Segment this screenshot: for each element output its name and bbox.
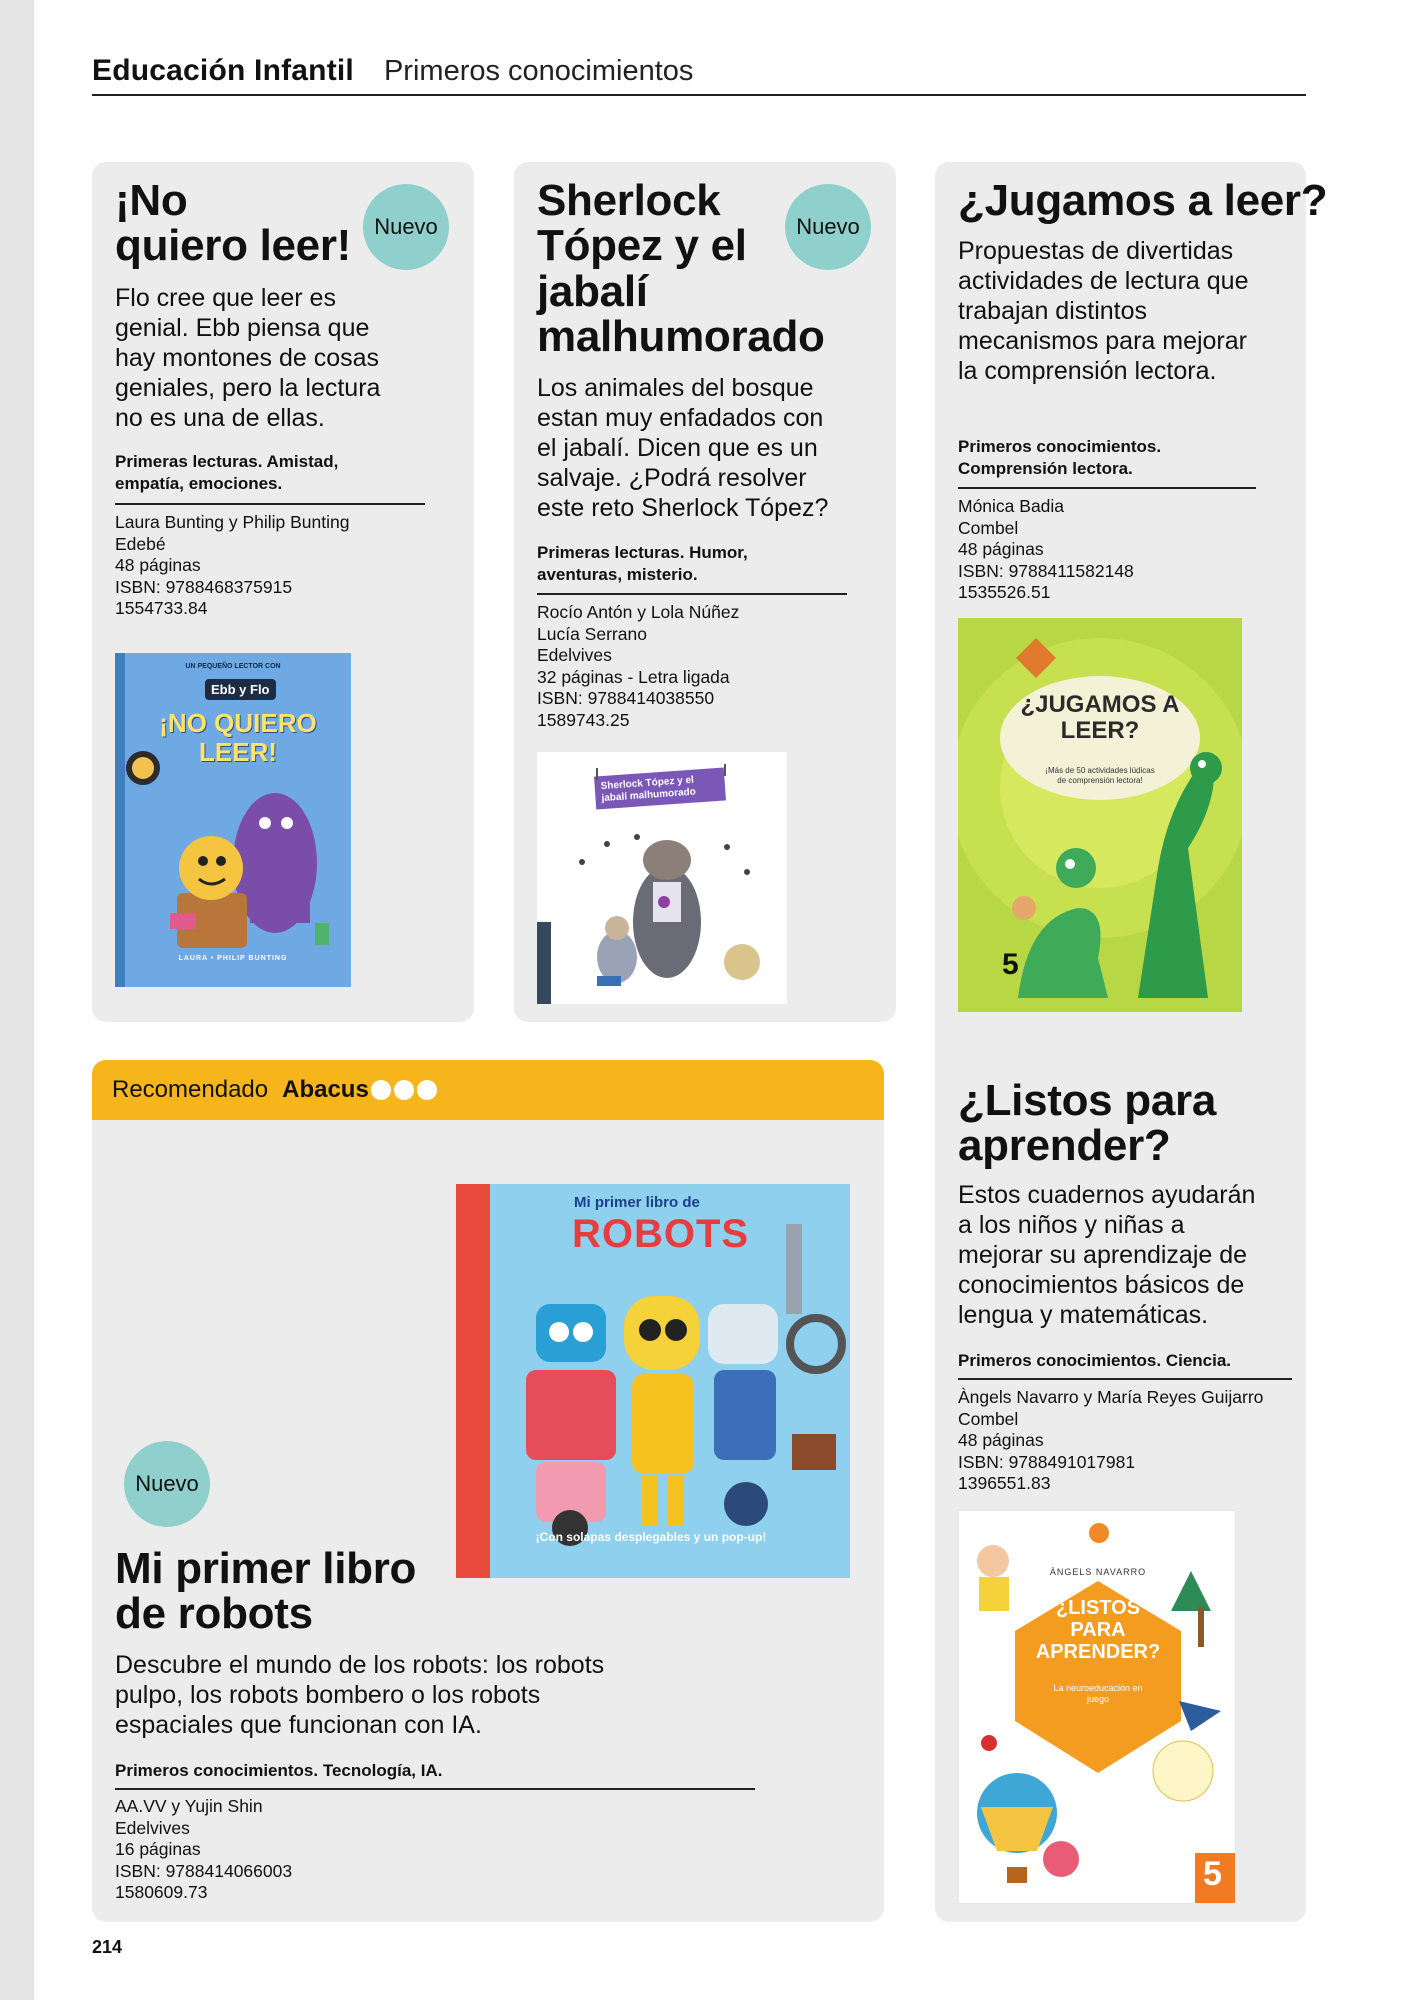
cover-top-text: UN PEQUEÑO LECTOR CON bbox=[185, 663, 281, 670]
book-title: ¿Jugamos a leer? bbox=[958, 176, 1328, 225]
book-meta bbox=[958, 1387, 1263, 1495]
book-pages: 48 páginas bbox=[958, 539, 1044, 560]
book-meta bbox=[115, 512, 349, 620]
cover-title: ¡NO QUIERO LEER! bbox=[159, 708, 317, 767]
divider bbox=[115, 503, 425, 505]
recommended-brand: Abacus bbox=[282, 1076, 369, 1103]
book-description: Propuestas de divertidas actividades de lectura que trabajan distintos mecanismos para mejorar la comprensión lectora. bbox=[958, 237, 1249, 385]
divider bbox=[115, 1788, 755, 1790]
book-authors: Laura Bunting y Philip Bunting bbox=[115, 512, 350, 532]
divider bbox=[537, 593, 847, 595]
book-tags: Primeros conocimientos. Comprensión lectora. bbox=[958, 437, 1162, 479]
book-title bbox=[115, 1546, 416, 1637]
book-isbn: ISBN: 9788414066003 bbox=[115, 1860, 293, 1881]
book-description: Estos cuadernos ayudarán a los niños y niñas a mejorar su aprendizaje de conocimientos básicos de lengua y matemáticas. bbox=[958, 1181, 1256, 1329]
book-code: 1580609.73 bbox=[115, 1882, 208, 1903]
book-publisher: Combel bbox=[958, 517, 1019, 538]
cover-title: ¿LISTOS PARA APRENDER? bbox=[1035, 1597, 1161, 1663]
cover-sign: Sherlock Tópez y el jabalí malhumorado bbox=[594, 768, 726, 810]
book-code: 1554733.84 bbox=[115, 598, 208, 619]
book-isbn: ISBN: 9788411582148 bbox=[958, 560, 1134, 581]
book-tags: Primeras lecturas. Humor, aventuras, misterio. bbox=[537, 543, 748, 585]
cover-title: ¿JUGAMOS A LEER? bbox=[1020, 691, 1180, 745]
book-description: Descubre el mundo de los robots: los robots pulpo, los robots bombero o los robots espaciales que funcionan con IA. bbox=[115, 1651, 605, 1739]
book-code: 1589743.25 bbox=[537, 709, 630, 730]
book-title-line: aprender? bbox=[958, 1121, 1171, 1171]
book-pages: 16 páginas bbox=[115, 1839, 201, 1860]
book-authors: Rocío Antón y Lola Núñez bbox=[537, 602, 740, 622]
book-description: Flo cree que leer es genial. Ebb piensa que hay montones de cosas geniales, pero la lectura no es una de ellas. bbox=[115, 284, 381, 432]
cover-age: 5 bbox=[1203, 1855, 1222, 1893]
cover-bottom-text: LAURA • PHILIP BUNTING bbox=[178, 955, 288, 962]
book-publisher: Combel bbox=[958, 1408, 1019, 1429]
book-title-line: ¡No bbox=[115, 176, 188, 225]
page-number: 214 bbox=[92, 1937, 123, 1957]
book-authors: Àngels Navarro y María Reyes Guijarro bbox=[958, 1387, 1264, 1407]
book-code: 1396551.83 bbox=[958, 1473, 1051, 1494]
book-code: 1535526.51 bbox=[958, 582, 1051, 603]
new-badge: Nuevo bbox=[363, 184, 449, 270]
new-badge: Nuevo bbox=[124, 1441, 210, 1527]
cover-series-label: Ebb y Flo bbox=[205, 679, 276, 700]
book-title-line: Mi primer libro bbox=[115, 1544, 417, 1593]
book-publisher: Edelvives bbox=[537, 645, 612, 666]
cover-bottom-text: ¡Con solapas desplegables y un pop-up! bbox=[535, 1530, 767, 1544]
book-pages: 48 páginas bbox=[958, 1430, 1044, 1451]
book-isbn: ISBN: 9788414038550 bbox=[537, 688, 715, 709]
cover-illustration bbox=[958, 618, 1242, 1012]
book-cover-no-quiero-leer bbox=[115, 653, 351, 987]
book-authors: AA.VV y Yujin Shin bbox=[115, 1796, 263, 1816]
cover-title-small: Mi primer libro de bbox=[574, 1194, 700, 1211]
book-illustrator: Lucía Serrano bbox=[537, 623, 647, 644]
book-meta bbox=[537, 602, 739, 731]
book-isbn: ISBN: 9788491017981 bbox=[958, 1451, 1136, 1472]
recommended-label: Recomendado bbox=[112, 1076, 269, 1103]
divider bbox=[958, 487, 1256, 489]
book-cover-jugamos-a-leer bbox=[958, 618, 1242, 1012]
book-title bbox=[958, 1078, 1216, 1169]
cover-age: 5 bbox=[1002, 948, 1019, 981]
book-pages: 32 páginas - Letra ligada bbox=[537, 666, 730, 687]
book-tags: Primeros conocimientos. Tecnología, IA. bbox=[115, 1761, 443, 1780]
cover-illustration bbox=[456, 1184, 850, 1578]
book-publisher: Edebé bbox=[115, 533, 166, 554]
book-publisher: Edelvives bbox=[115, 1817, 190, 1838]
cover-subtitle: La neuroeducación en juego bbox=[1053, 1683, 1143, 1704]
book-authors: Mónica Badia bbox=[958, 496, 1065, 516]
book-title-line: quiero leer! bbox=[115, 221, 352, 271]
book-title-line: de robots bbox=[115, 1589, 313, 1639]
book-tags: Primeras lecturas. Amistad, empatía, emociones. bbox=[115, 452, 339, 494]
cover-title-big: ROBOTS bbox=[572, 1212, 750, 1256]
cover-author: ÀNGELS NAVARRO bbox=[1049, 1567, 1147, 1577]
book-pages: 48 páginas bbox=[115, 555, 201, 576]
book-tags: Primeros conocimientos. Ciencia. bbox=[958, 1351, 1232, 1370]
new-badge: Nuevo bbox=[785, 184, 871, 270]
subsection-title: Primeros conocimientos bbox=[383, 55, 694, 87]
book-description: Los animales del bosque estan muy enfadados con el jabalí. Dicen que es un salvaje. ¿Podrá resolver este reto Sherlock Tópez? bbox=[537, 374, 829, 522]
book-title-line: ¿Listos para bbox=[958, 1076, 1217, 1125]
recommended-banner bbox=[92, 1060, 884, 1120]
brand-dots-icon bbox=[371, 1080, 440, 1100]
book-title bbox=[115, 178, 351, 269]
book-cover-listos-para-aprender bbox=[958, 1510, 1236, 1904]
section-title: Educación Infantil bbox=[92, 54, 354, 87]
book-isbn: ISBN: 9788468375915 bbox=[115, 576, 293, 597]
cover-subtitle: ¡Más de 50 actividades lúdicas de comprensión lectora! bbox=[1045, 766, 1155, 785]
page-edge-strip bbox=[0, 0, 34, 2000]
divider bbox=[958, 1378, 1292, 1380]
book-cover-robots bbox=[456, 1184, 850, 1578]
cover-illustration bbox=[959, 1511, 1236, 1904]
cover-illustration bbox=[115, 653, 351, 987]
book-meta bbox=[115, 1796, 292, 1904]
cover-illustration bbox=[537, 752, 787, 1004]
page-header bbox=[92, 52, 1306, 96]
book-title: Sherlock Tópez y el jabalí malhumorado bbox=[537, 176, 825, 361]
book-cover-sherlock-topez bbox=[537, 752, 787, 1004]
book-meta bbox=[958, 496, 1134, 604]
